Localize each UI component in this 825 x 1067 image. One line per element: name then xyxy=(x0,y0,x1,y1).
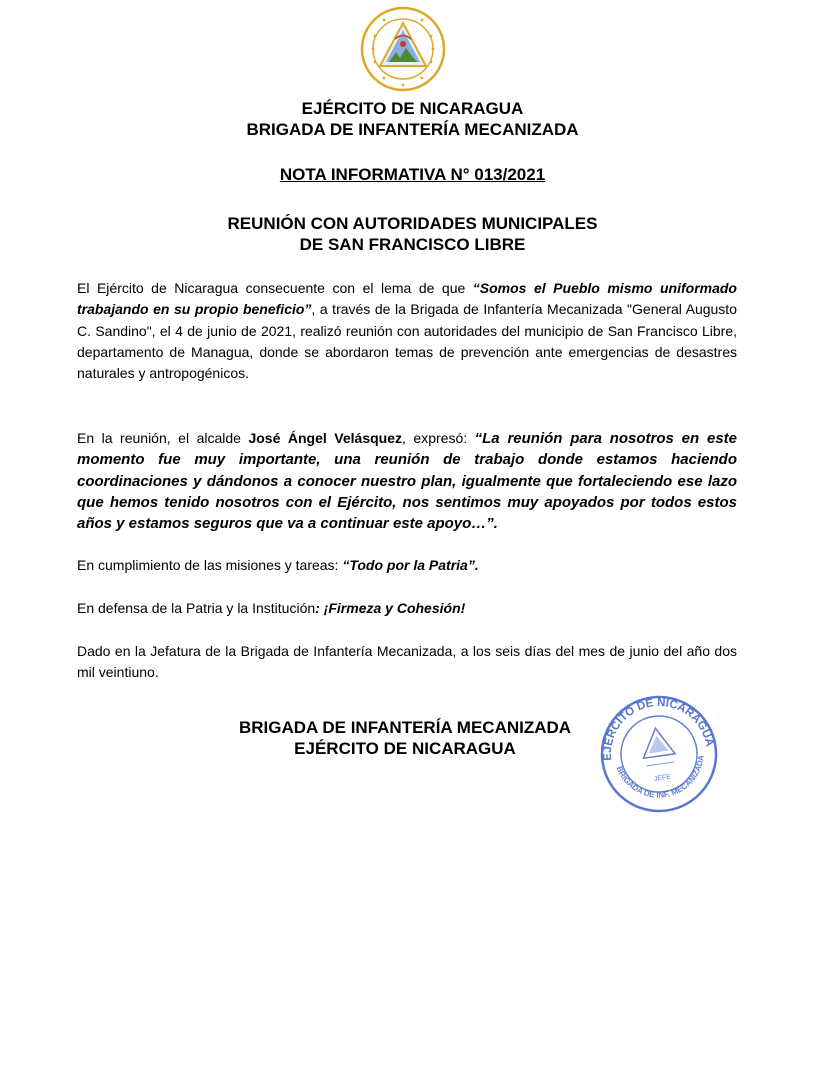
paragraph-mayor-quote xyxy=(77,428,737,534)
note-number: NOTA INFORMATIVA N° 013/2021 xyxy=(279,165,546,184)
signature-brigade: BRIGADA DE INFANTERÍA MECANIZADA xyxy=(238,718,572,737)
organization-name: EJÉRCITO DE NICARAGUA xyxy=(301,99,524,118)
paragraph-text: El Ejército de Nicaragua consecuente con el lema de que xyxy=(77,280,473,296)
brigade-name: BRIGADA DE INFANTERÍA MECANIZADA xyxy=(246,120,579,139)
document-title-line-1: REUNIÓN CON AUTORIDADES MUNICIPALES xyxy=(227,214,598,233)
army-motto: “Somos el Pueblo mismo uniformado trabajando en su propio beneficio” xyxy=(77,280,737,318)
stamp-center-label: JEFE xyxy=(653,773,672,783)
paragraph-text: En cumplimiento de las misiones y tareas: xyxy=(77,557,343,573)
national-seal-icon xyxy=(360,6,446,92)
official-stamp-icon xyxy=(591,692,727,816)
paragraph-text: En la reunión, el alcalde xyxy=(77,430,249,446)
paragraph-text: , expresó: xyxy=(402,430,475,446)
mayor-name: José Ángel Velásquez xyxy=(248,430,403,446)
defense-motto: : ¡Firmeza y Cohesión! xyxy=(315,600,466,616)
signature-army: EJÉRCITO DE NICARAGUA xyxy=(294,739,516,758)
paragraph-intro xyxy=(77,278,737,384)
stamp-ring-bottom-text: BRIGADA DE INF. MECANIZADA xyxy=(614,754,706,800)
mission-motto: “Todo por la Patria”. xyxy=(342,557,479,573)
paragraph-mission xyxy=(77,555,737,576)
paragraph-text: En defensa de la Patria y la Institución xyxy=(77,600,316,616)
document-title-line-2: DE SAN FRANCISCO LIBRE xyxy=(299,235,526,254)
mayor-quote: “La reunión para nosotros en este momento fue muy importante, una reunión de trabajo donde estamos haciendo coordinaciones y dándonos a conocer nuestro plan, igualmente que fortaleciendo ese lazo que hemos tenido nosotros con el Ejército, nos sentimos muy apoyados por todos estos años y estamos seguros que va a continuar este apoyo…”. xyxy=(77,430,737,533)
paragraph-defense xyxy=(77,598,737,619)
stamp-ring-top-text: EJÉRCITO DE NICARAGUA xyxy=(601,696,716,762)
paragraph-text: , a través de la Brigada de Infantería Mecanizada "General Augusto C. Sandino", el 4 de junio de 2021, realizó reunión con autoridades del municipio de San Francisco Libre, departamento de Managua, donde se abordaron temas de prevención ante emergencias de desastres naturales y antropogénicos. xyxy=(77,301,737,382)
paragraph-closing: Dado en la Jefatura de la Brigada de Infantería Mecanizada, a los seis días del mes de junio del año dos mil veintiuno. xyxy=(77,643,737,681)
